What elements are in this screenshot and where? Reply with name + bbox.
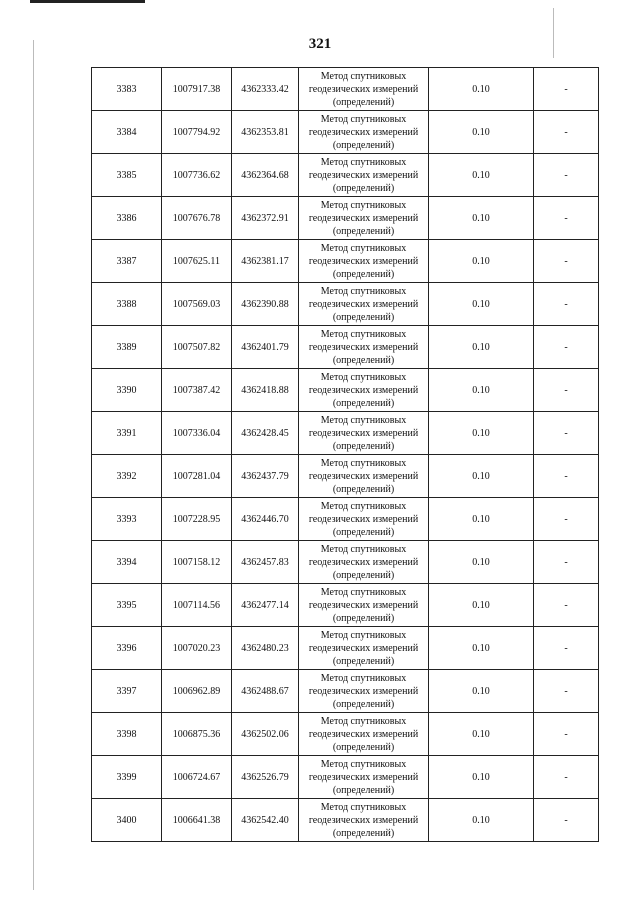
y-coordinate-cell: 4362333.42 bbox=[232, 68, 299, 111]
accuracy-cell: 0.10 bbox=[429, 498, 534, 541]
method-text-line: (определений) bbox=[332, 526, 395, 538]
table-row bbox=[92, 283, 599, 326]
note-cell: - bbox=[534, 283, 599, 326]
point-number-cell: 3400 bbox=[92, 799, 162, 842]
x-coordinate-cell: 1007917.38 bbox=[162, 68, 232, 111]
note-cell: - bbox=[534, 756, 599, 799]
point-number-cell: 3398 bbox=[92, 713, 162, 756]
x-coordinate-cell: 1007676.78 bbox=[162, 197, 232, 240]
note-cell: - bbox=[534, 670, 599, 713]
y-coordinate-cell: 4362372.91 bbox=[232, 197, 299, 240]
method-text-line: Метод спутниковых bbox=[320, 500, 407, 512]
table-row bbox=[92, 541, 599, 584]
accuracy-cell: 0.10 bbox=[429, 412, 534, 455]
method-text-line: (определений) bbox=[332, 354, 395, 366]
note-cell: - bbox=[534, 713, 599, 756]
method-text-line: Метод спутниковых bbox=[320, 113, 407, 125]
table-row bbox=[92, 240, 599, 283]
x-coordinate-cell: 1007736.62 bbox=[162, 154, 232, 197]
accuracy-cell: 0.10 bbox=[429, 756, 534, 799]
method-cell bbox=[299, 584, 429, 627]
x-coordinate-cell: 1007020.23 bbox=[162, 627, 232, 670]
method-text-line: Метод спутниковых bbox=[320, 629, 407, 641]
accuracy-cell: 0.10 bbox=[429, 68, 534, 111]
note-cell: - bbox=[534, 627, 599, 670]
method-text-line: (определений) bbox=[332, 784, 395, 796]
method-cell bbox=[299, 154, 429, 197]
point-number-cell: 3392 bbox=[92, 455, 162, 498]
y-coordinate-cell: 4362488.67 bbox=[232, 670, 299, 713]
table-row bbox=[92, 498, 599, 541]
method-text-line: (определений) bbox=[332, 655, 395, 667]
x-coordinate-cell: 1007228.95 bbox=[162, 498, 232, 541]
method-text-line: (определений) bbox=[332, 612, 395, 624]
note-cell: - bbox=[534, 498, 599, 541]
method-text-line: геодезических измерений bbox=[308, 126, 419, 138]
method-cell bbox=[299, 68, 429, 111]
point-number-cell: 3399 bbox=[92, 756, 162, 799]
x-coordinate-cell: 1007387.42 bbox=[162, 369, 232, 412]
method-cell bbox=[299, 713, 429, 756]
method-text-line: геодезических измерений bbox=[308, 728, 419, 740]
scan-margin-line bbox=[33, 40, 34, 890]
note-cell: - bbox=[534, 240, 599, 283]
note-cell: - bbox=[534, 111, 599, 154]
method-text-line: (определений) bbox=[332, 311, 395, 323]
method-text-line: геодезических измерений bbox=[308, 470, 419, 482]
x-coordinate-cell: 1006875.36 bbox=[162, 713, 232, 756]
y-coordinate-cell: 4362418.88 bbox=[232, 369, 299, 412]
method-text-line: Метод спутниковых bbox=[320, 70, 407, 82]
method-text-line: Метод спутниковых bbox=[320, 758, 407, 770]
method-text-line: геодезических измерений bbox=[308, 771, 419, 783]
method-text-line: Метод спутниковых bbox=[320, 371, 407, 383]
method-text-line: геодезических измерений bbox=[308, 169, 419, 181]
point-number-cell: 3395 bbox=[92, 584, 162, 627]
x-coordinate-cell: 1007281.04 bbox=[162, 455, 232, 498]
note-cell: - bbox=[534, 197, 599, 240]
table-row bbox=[92, 68, 599, 111]
method-text-line: Метод спутниковых bbox=[320, 801, 407, 813]
method-text-line: (определений) bbox=[332, 483, 395, 495]
note-cell: - bbox=[534, 584, 599, 627]
y-coordinate-cell: 4362353.81 bbox=[232, 111, 299, 154]
accuracy-cell: 0.10 bbox=[429, 627, 534, 670]
method-cell bbox=[299, 799, 429, 842]
method-text-line: (определений) bbox=[332, 139, 395, 151]
table-body bbox=[92, 68, 599, 842]
x-coordinate-cell: 1006962.89 bbox=[162, 670, 232, 713]
method-text-line: (определений) bbox=[332, 741, 395, 753]
point-number-cell: 3391 bbox=[92, 412, 162, 455]
method-text-line: геодезических измерений bbox=[308, 814, 419, 826]
method-text-line: (определений) bbox=[332, 182, 395, 194]
y-coordinate-cell: 4362480.23 bbox=[232, 627, 299, 670]
y-coordinate-cell: 4362457.83 bbox=[232, 541, 299, 584]
method-text-line: геодезических измерений bbox=[308, 513, 419, 525]
y-coordinate-cell: 4362390.88 bbox=[232, 283, 299, 326]
table-row bbox=[92, 412, 599, 455]
table-row bbox=[92, 455, 599, 498]
method-cell bbox=[299, 412, 429, 455]
method-text-line: (определений) bbox=[332, 569, 395, 581]
note-cell: - bbox=[534, 412, 599, 455]
point-number-cell: 3385 bbox=[92, 154, 162, 197]
method-text-line: (определений) bbox=[332, 268, 395, 280]
point-number-cell: 3394 bbox=[92, 541, 162, 584]
method-text-line: геодезических измерений bbox=[308, 427, 419, 439]
y-coordinate-cell: 4362428.45 bbox=[232, 412, 299, 455]
accuracy-cell: 0.10 bbox=[429, 455, 534, 498]
method-text-line: Метод спутниковых bbox=[320, 414, 407, 426]
table-row bbox=[92, 799, 599, 842]
method-text-line: геодезических измерений bbox=[308, 642, 419, 654]
method-text-line: Метод спутниковых bbox=[320, 242, 407, 254]
note-cell: - bbox=[534, 68, 599, 111]
point-number-cell: 3383 bbox=[92, 68, 162, 111]
table-row bbox=[92, 584, 599, 627]
y-coordinate-cell: 4362401.79 bbox=[232, 326, 299, 369]
accuracy-cell: 0.10 bbox=[429, 326, 534, 369]
method-text-line: Метод спутниковых bbox=[320, 156, 407, 168]
point-number-cell: 3386 bbox=[92, 197, 162, 240]
point-number-cell: 3389 bbox=[92, 326, 162, 369]
method-text-line: (определений) bbox=[332, 698, 395, 710]
table-row bbox=[92, 670, 599, 713]
x-coordinate-cell: 1007507.82 bbox=[162, 326, 232, 369]
coordinates-table bbox=[91, 67, 599, 842]
method-text-line: геодезических измерений bbox=[308, 341, 419, 353]
method-text-line: геодезических измерений bbox=[308, 384, 419, 396]
note-cell: - bbox=[534, 326, 599, 369]
method-text-line: геодезических измерений bbox=[308, 556, 419, 568]
accuracy-cell: 0.10 bbox=[429, 240, 534, 283]
y-coordinate-cell: 4362437.79 bbox=[232, 455, 299, 498]
y-coordinate-cell: 4362526.79 bbox=[232, 756, 299, 799]
accuracy-cell: 0.10 bbox=[429, 584, 534, 627]
method-cell bbox=[299, 756, 429, 799]
y-coordinate-cell: 4362502.06 bbox=[232, 713, 299, 756]
y-coordinate-cell: 4362381.17 bbox=[232, 240, 299, 283]
accuracy-cell: 0.10 bbox=[429, 670, 534, 713]
method-text-line: геодезических измерений bbox=[308, 255, 419, 267]
y-coordinate-cell: 4362542.40 bbox=[232, 799, 299, 842]
table-row bbox=[92, 713, 599, 756]
table-row bbox=[92, 627, 599, 670]
method-cell bbox=[299, 455, 429, 498]
method-text-line: Метод спутниковых bbox=[320, 543, 407, 555]
point-number-cell: 3396 bbox=[92, 627, 162, 670]
x-coordinate-cell: 1006724.67 bbox=[162, 756, 232, 799]
x-coordinate-cell: 1007336.04 bbox=[162, 412, 232, 455]
y-coordinate-cell: 4362446.70 bbox=[232, 498, 299, 541]
note-cell: - bbox=[534, 799, 599, 842]
method-cell bbox=[299, 240, 429, 283]
accuracy-cell: 0.10 bbox=[429, 283, 534, 326]
accuracy-cell: 0.10 bbox=[429, 111, 534, 154]
note-cell: - bbox=[534, 154, 599, 197]
method-cell bbox=[299, 670, 429, 713]
method-cell bbox=[299, 283, 429, 326]
point-number-cell: 3390 bbox=[92, 369, 162, 412]
method-text-line: Метод спутниковых bbox=[320, 586, 407, 598]
method-text-line: (определений) bbox=[332, 225, 395, 237]
method-text-line: (определений) bbox=[332, 397, 395, 409]
y-coordinate-cell: 4362477.14 bbox=[232, 584, 299, 627]
point-number-cell: 3384 bbox=[92, 111, 162, 154]
table-row bbox=[92, 154, 599, 197]
method-cell bbox=[299, 541, 429, 584]
accuracy-cell: 0.10 bbox=[429, 541, 534, 584]
method-text-line: Метод спутниковых bbox=[320, 457, 407, 469]
method-text-line: геодезических измерений bbox=[308, 83, 419, 95]
method-text-line: геодезических измерений bbox=[308, 212, 419, 224]
method-text-line: геодезических измерений bbox=[308, 298, 419, 310]
method-cell bbox=[299, 498, 429, 541]
accuracy-cell: 0.10 bbox=[429, 713, 534, 756]
method-cell bbox=[299, 369, 429, 412]
method-text-line: геодезических измерений bbox=[308, 599, 419, 611]
point-number-cell: 3393 bbox=[92, 498, 162, 541]
table-row bbox=[92, 369, 599, 412]
table-row bbox=[92, 756, 599, 799]
method-text-line: Метод спутниковых bbox=[320, 715, 407, 727]
y-coordinate-cell: 4362364.68 bbox=[232, 154, 299, 197]
x-coordinate-cell: 1007794.92 bbox=[162, 111, 232, 154]
point-number-cell: 3388 bbox=[92, 283, 162, 326]
note-cell: - bbox=[534, 455, 599, 498]
note-cell: - bbox=[534, 369, 599, 412]
table-row bbox=[92, 197, 599, 240]
method-text-line: Метод спутниковых bbox=[320, 672, 407, 684]
method-cell bbox=[299, 326, 429, 369]
method-cell bbox=[299, 197, 429, 240]
table-row bbox=[92, 111, 599, 154]
accuracy-cell: 0.10 bbox=[429, 799, 534, 842]
point-number-cell: 3397 bbox=[92, 670, 162, 713]
method-text-line: Метод спутниковых bbox=[320, 328, 407, 340]
method-text-line: (определений) bbox=[332, 96, 395, 108]
scan-top-bar bbox=[30, 0, 145, 3]
note-cell: - bbox=[534, 541, 599, 584]
method-text-line: (определений) bbox=[332, 440, 395, 452]
page-number: 321 bbox=[308, 36, 332, 52]
x-coordinate-cell: 1007158.12 bbox=[162, 541, 232, 584]
x-coordinate-cell: 1006641.38 bbox=[162, 799, 232, 842]
accuracy-cell: 0.10 bbox=[429, 154, 534, 197]
method-text-line: Метод спутниковых bbox=[320, 199, 407, 211]
method-text-line: Метод спутниковых bbox=[320, 285, 407, 297]
method-cell bbox=[299, 627, 429, 670]
accuracy-cell: 0.10 bbox=[429, 369, 534, 412]
method-text-line: (определений) bbox=[332, 827, 395, 839]
x-coordinate-cell: 1007569.03 bbox=[162, 283, 232, 326]
method-text-line: геодезических измерений bbox=[308, 685, 419, 697]
table-row bbox=[92, 326, 599, 369]
x-coordinate-cell: 1007625.11 bbox=[162, 240, 232, 283]
point-number-cell: 3387 bbox=[92, 240, 162, 283]
method-cell bbox=[299, 111, 429, 154]
x-coordinate-cell: 1007114.56 bbox=[162, 584, 232, 627]
accuracy-cell: 0.10 bbox=[429, 197, 534, 240]
